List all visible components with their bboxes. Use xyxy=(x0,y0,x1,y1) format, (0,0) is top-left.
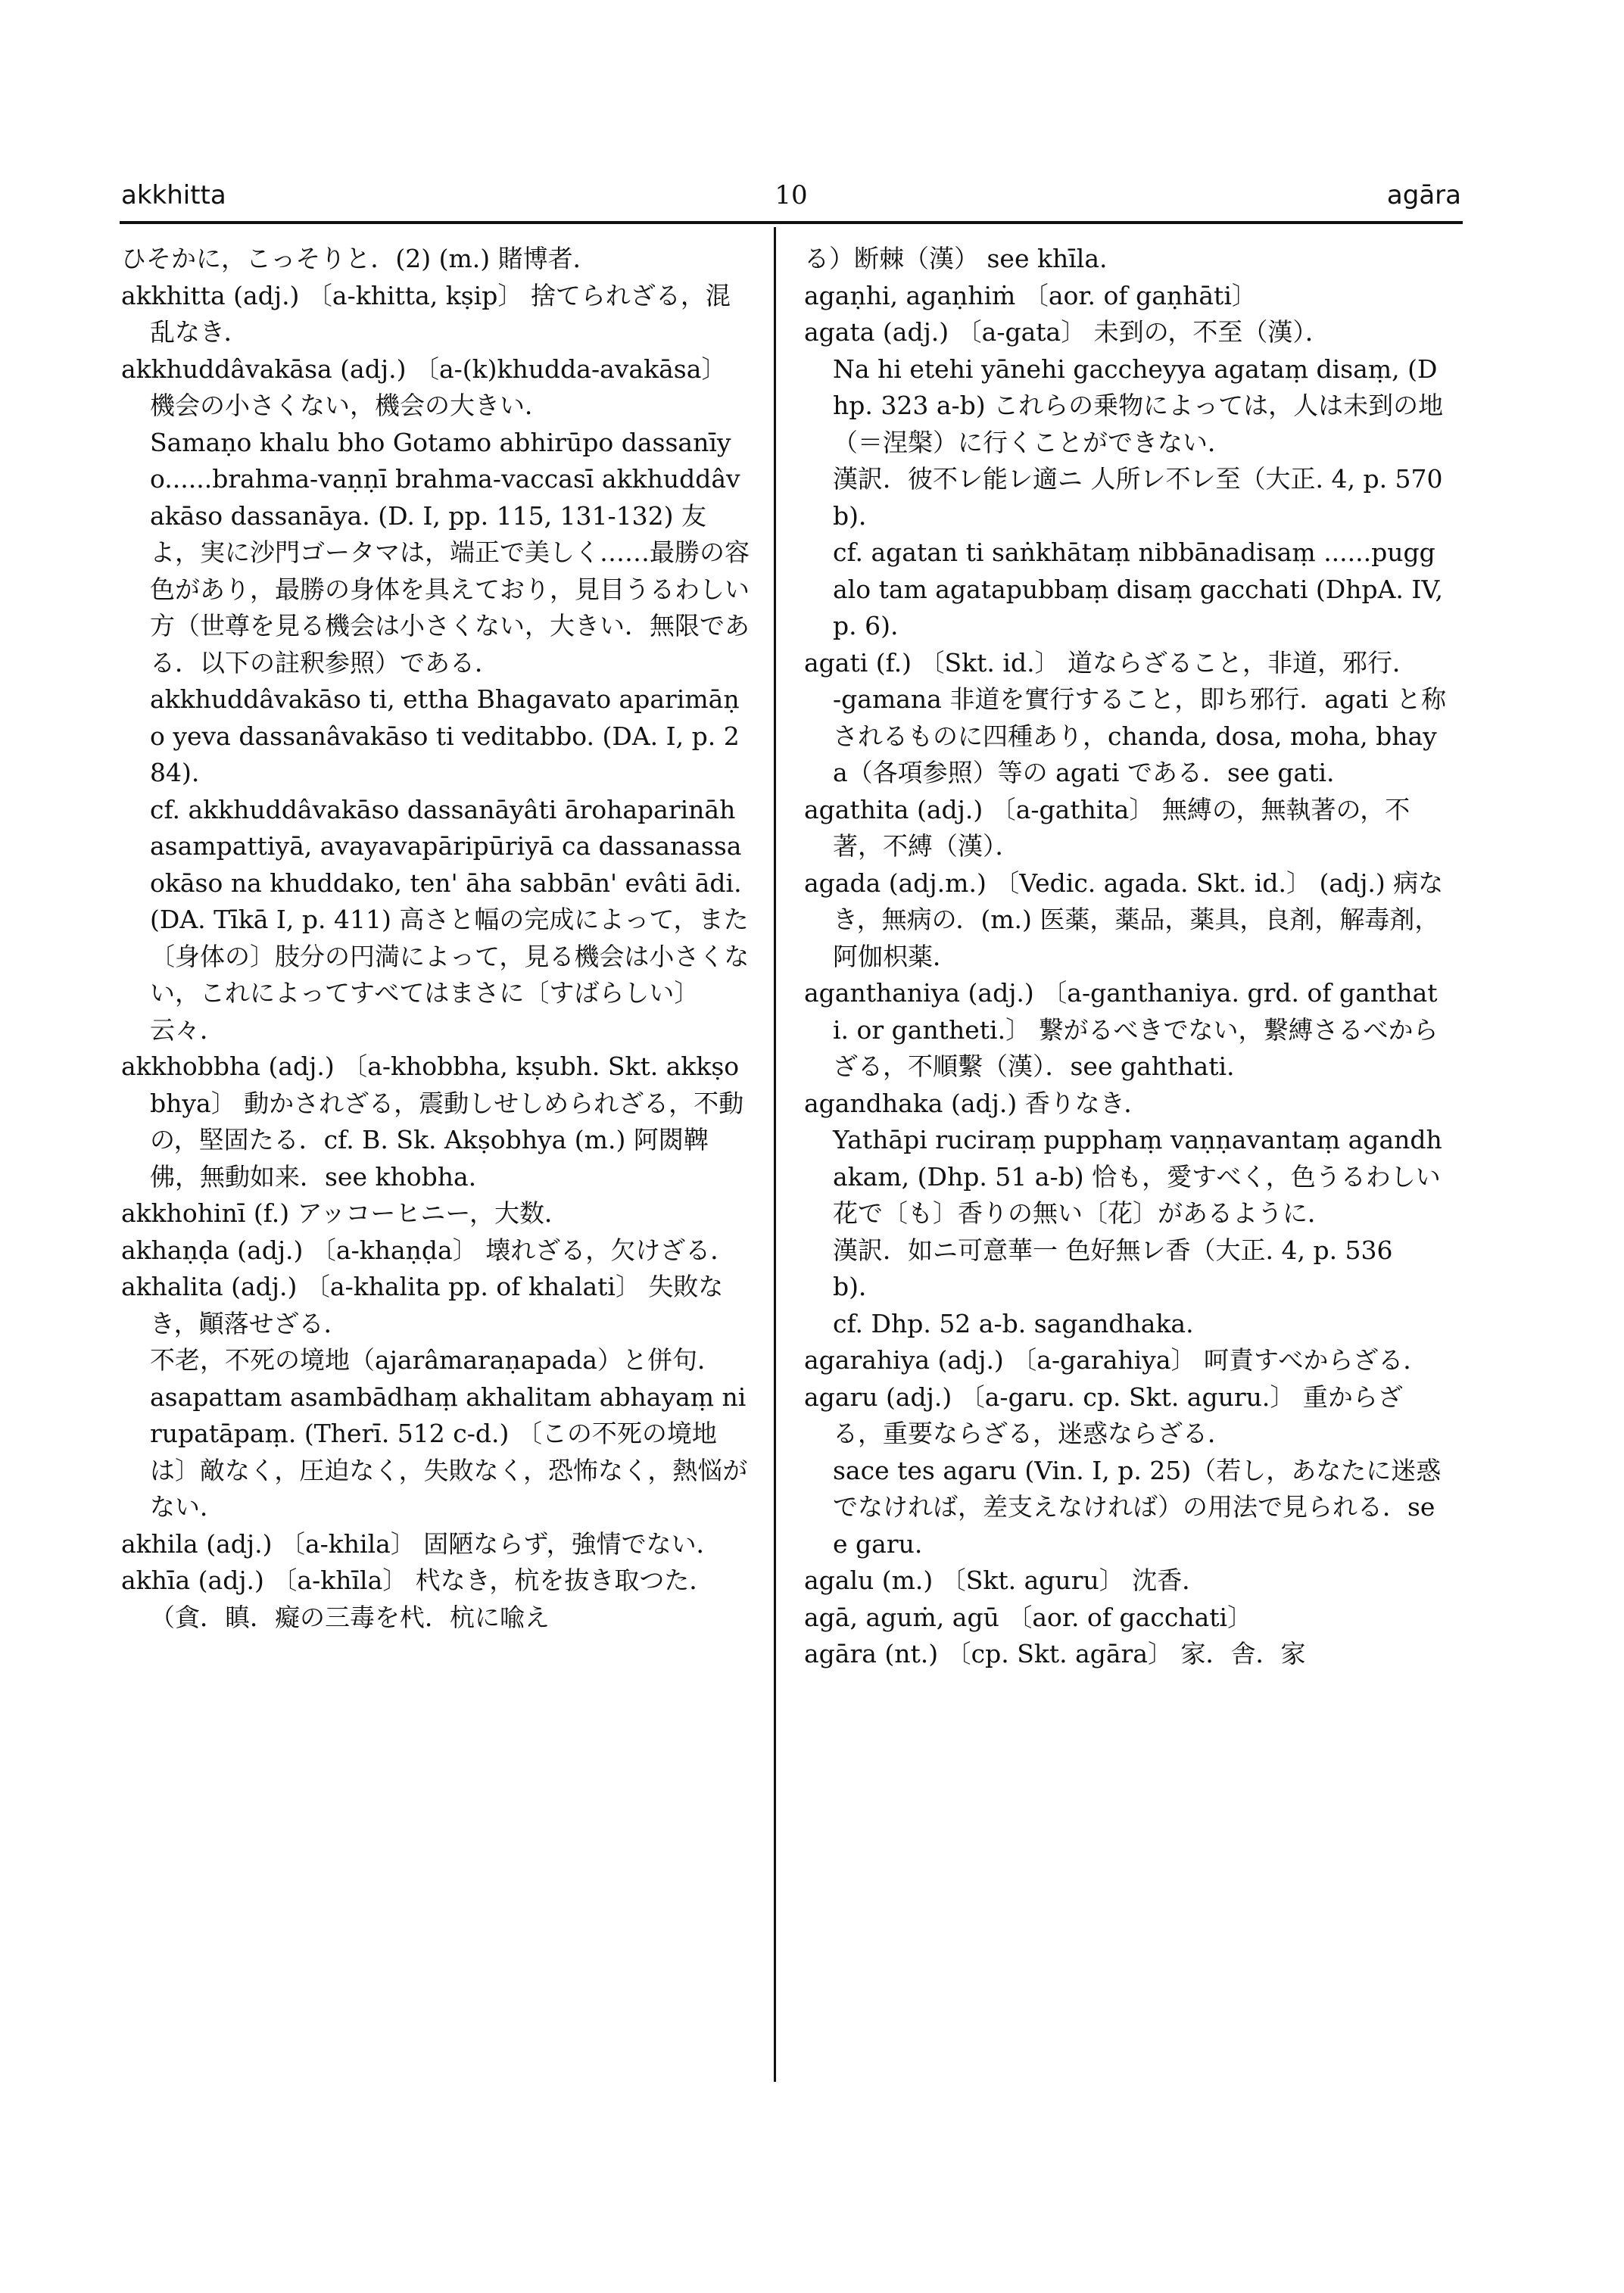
dictionary-entry: akkhohinī (f.) アッコーヒニー，大数． xyxy=(121,1198,570,1228)
entry-text: る）断棘（漢） see khīla. xyxy=(804,244,1108,273)
dictionary-entry: agandhaka (adj.) 香りなき． xyxy=(804,1088,1149,1118)
header-rule xyxy=(120,221,1463,224)
dictionary-entry: agarahiya (adj.) 〔a-garahiya〕 呵責すべからざる． xyxy=(804,1345,1429,1375)
entry-text: 漢訳．如ニ可意華一 色好無レ香（大正. 4, p. 536 b)． xyxy=(833,1235,1393,1301)
dictionary-entry: agalu (m.) 〔Skt. aguru〕 沈香． xyxy=(804,1566,1208,1595)
entry-text: cf. agatan ti saṅkhātaṃ nibbānadisaṃ ......puggalo tam agatapubbaṃ disaṃ gacchati (DhpA. IV, p. 6). xyxy=(833,537,1443,640)
column-divider xyxy=(774,227,776,2082)
header-right-guide-word: agāra xyxy=(1386,180,1461,210)
dictionary-entry: agāra (nt.) 〔cp. Skt. agāra〕 家．舎．家 xyxy=(804,1639,1306,1668)
entry-text: akkhuddâvakāso ti, ettha Bhagavato aparimāṇo yeva dassanâvakāso ti veditabbo. (DA. I, p. 284). xyxy=(150,684,740,787)
dictionary-entry: agati (f.) 〔Skt. id.〕 道ならざること，非道，邪行． xyxy=(804,647,1418,678)
dictionary-entry: akkhuddâvakāsa (adj.) 〔a-(k)khudda-avakāsa〕 機会の小さくない，機会の大きい． xyxy=(121,354,727,420)
dictionary-entry: akkhobbha (adj.) 〔a-khobbha, kṣubh. Skt. akkṣobhya〕 動かされざる，震動しせしめられざる，不動の，堅固たる．cf. B. Sk. Akṣobhya (m.) 阿閦鞞佛，無動如来．see khobha. xyxy=(121,1051,744,1192)
running-header xyxy=(121,180,1461,223)
dictionary-entry: agada (adj.m.) 〔Vedic. agada. Skt. id.〕 (adj.) 病なき，無病の．(m.) 医薬，薬品，薬具，良剤，解毒剤，阿伽枳薬． xyxy=(804,868,1444,971)
entry-text: sace tes agaru (Vin. I, p. 25)（若し，あなたに迷惑でなければ，差支えなければ）の用法で見られる．see garu. xyxy=(833,1455,1442,1559)
dictionary-entry: akkhitta (adj.) 〔a-khitta, kṣip〕 捨てられざる，混乱なき． xyxy=(121,280,731,347)
entry-text: 漢訳．彼不レ能レ適ニ 人所レ不レ至（大正. 4, p. 570 b)． xyxy=(833,464,1443,531)
header-left-guide-word: akkhitta xyxy=(121,180,226,210)
dictionary-entry: agaru (adj.) 〔a-garu. cp. Skt. aguru.〕 重からざる，重要ならざる，迷惑ならざる． xyxy=(804,1382,1403,1448)
dictionary-entry: agā, aguṁ, agū 〔aor. of gacchati〕 xyxy=(804,1602,1253,1632)
page-number: 10 xyxy=(775,180,808,210)
dictionary-entry: agaṇhi, agaṇhiṁ 〔aor. of gaṇhāti〕 xyxy=(804,280,1257,310)
entry-text: -gamana 非道を實行すること，即ち邪行．agati と称されるものに四種あり，chanda, dosa, moha, bhaya（各項参照）等の agati である．see gati. xyxy=(833,684,1447,787)
entry-text: Yathāpi ruciraṃ pupphaṃ vaṇṇavantaṃ agandhakam, (Dhp. 51 a-b) 恰も，愛すべく，色うるわしい花で〔も〕香りの無い〔花〕があるように． xyxy=(833,1125,1442,1228)
right-column xyxy=(804,241,1449,2088)
dictionary-entry: aganthaniya (adj.) 〔a-ganthaniya. grd. of ganthati. or gantheti.〕 繋がるべきでない，繋縛さるべからざる，不順繫（漢）．see gahthati. xyxy=(804,978,1439,1081)
entry-text: cf. akkhuddâvakāso dassanāyâti ārohaparināhasampattiyā, avayavapāripūriyā ca dassanassa okāso na khuddako, ten' āha sabbān' evâti ādi. (DA. Tīkā I, p. 411) 高さと幅の完成によって，また〔身体の〕肢分の円満によって，見る機会は小さくない，これによってすべてはまさに〔すばらしい〕云々． xyxy=(150,794,750,1045)
entry-text: asapattam asambādhaṃ akhalitam abhayaṃ nirupatāpaṃ. (Therī. 512 c-d.) 〔この不死の境地は〕敵なく，圧迫なく，失敗なく，恐怖なく，熱悩がない． xyxy=(150,1382,748,1522)
dictionary-entry: akhila (adj.) 〔a-khila〕 固陋ならず，強情でない． xyxy=(121,1528,722,1559)
dictionary-entry: agata (adj.) 〔a-gata〕 未到の，不至（漢）． xyxy=(804,317,1330,347)
entry-text: 不老，不死の境地（ajarâmaraṇapada）と併句． xyxy=(150,1345,722,1375)
entry-text: Na hi etehi yānehi gaccheyya agataṃ disaṃ, (Dhp. 323 a-b) これらの乗物によっては，人は未到の地（＝涅槃）に行くことができない． xyxy=(833,354,1444,457)
entry-text: Samaṇo khalu bho Gotamo abhirūpo dassanīyo......brahma-vaṇṇī brahma-vaccasī akkhuddâvakāso dassanāya. (D. I, pp. 115, 131-132) 友よ，実に沙門ゴータマは，端正で美しく……最勝の容色があり，最勝の身体を具えており，見目うるわしい方（世尊を見る機会は小さくない，大きい．無限である．以下の註釈参照）である． xyxy=(150,427,750,678)
entry-text: ひそかに，こっそりと．(2) (m.) 賭博者． xyxy=(121,244,598,273)
dictionary-entry: akhaṇḍa (adj.) 〔a-khaṇḍa〕 壊れざる，欠けざる． xyxy=(121,1235,736,1265)
entry-text: cf. Dhp. 52 a-b. sagandhaka. xyxy=(833,1308,1194,1338)
dictionary-entry: akhalita (adj.) 〔a-khalita pp. of khalati〕 失敗なき，顚落せざる． xyxy=(121,1272,724,1338)
dictionary-entry: akhīa (adj.) 〔a-khīla〕 杙なき，杭を抜き取つた．（貪．瞋．癡の三毒を杙．杭に喩え xyxy=(121,1566,715,1632)
left-column xyxy=(121,241,750,2088)
dictionary-entry: agathita (adj.) 〔a-gathita〕 無縛の，無執著の，不著，不縛（漢）． xyxy=(804,794,1410,861)
